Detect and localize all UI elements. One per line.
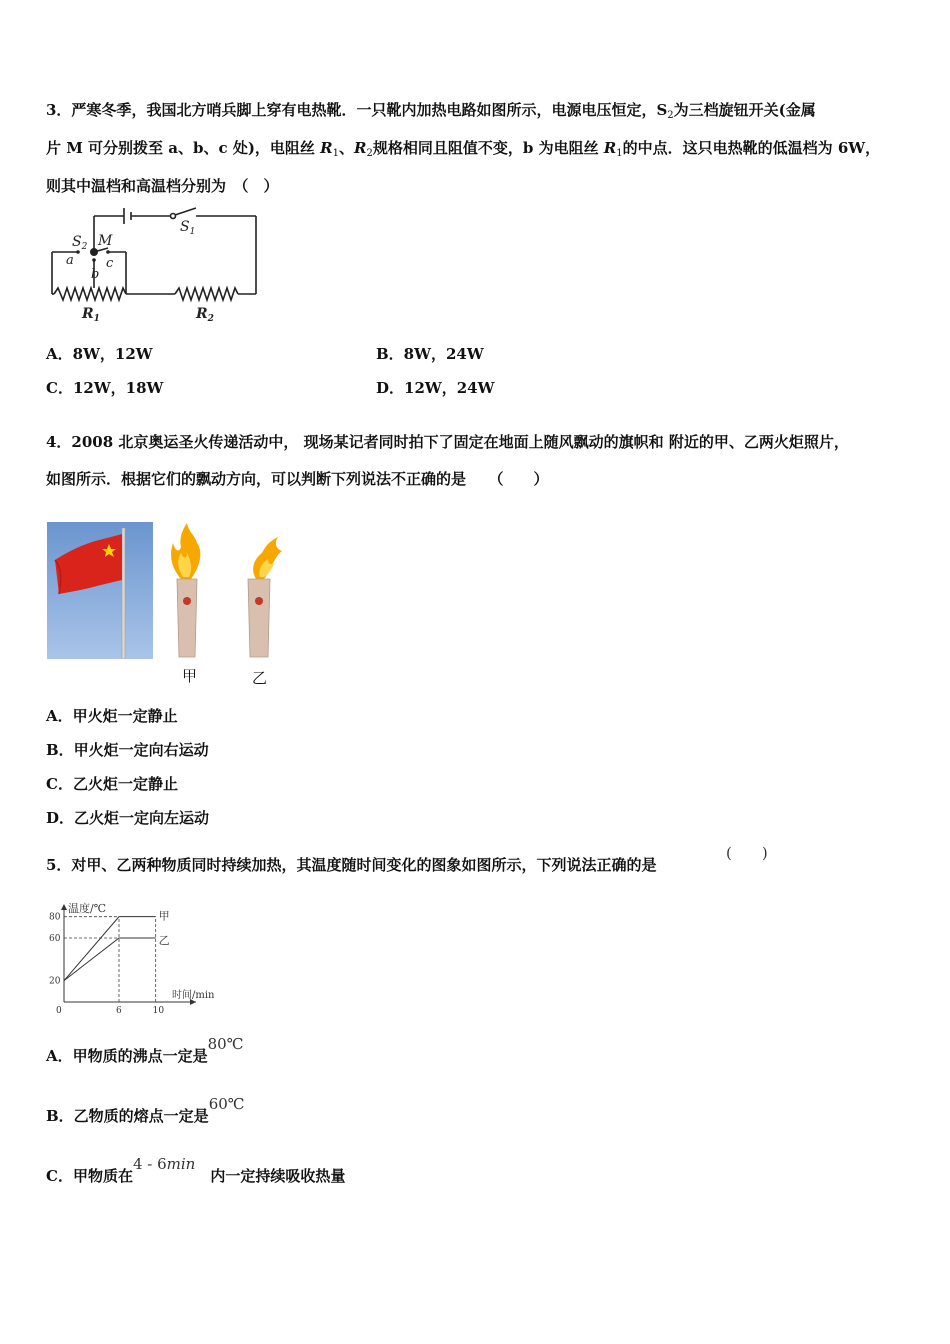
- series-line-yi: [64, 938, 156, 981]
- series-label-yi: 乙: [158, 934, 170, 947]
- torch-jia-image: [165, 521, 207, 659]
- q4-option-b[interactable]: B．甲火炬一定向右运动: [46, 741, 209, 759]
- switch-s1-blade: [175, 208, 196, 215]
- torch-yi-label: 乙: [252, 669, 268, 687]
- q5-option-a[interactable]: A．甲物质的沸点一定是80℃: [46, 1035, 244, 1065]
- q4-option-d[interactable]: D．乙火炬一定向左运动: [46, 809, 210, 827]
- q5-line-1: 5．对甲、乙两种物质同时持续加热，其温度随时间变化的图象如图所示，下列说法正确的是: [46, 856, 657, 874]
- q4-line-1: 4．2008 北京奥运圣火传递活动中， 现场某记者同时拍下了固定在地面上随风飘动的旗帜和 附近的甲、乙两火炬照片，: [46, 433, 849, 451]
- q4-option-c[interactable]: C．乙火炬一定静止: [46, 775, 178, 793]
- label-s2: $S_2$: [72, 234, 88, 252]
- q3-option-a[interactable]: A．8W，12W: [46, 345, 153, 363]
- q5-temperature-chart: [44, 898, 214, 1020]
- torch-emblem-jia: [183, 597, 191, 605]
- series-label-jia: 甲: [158, 909, 170, 923]
- contact-a-dot: [76, 250, 80, 254]
- q3-option-b[interactable]: B．8W，24W: [376, 345, 484, 363]
- q3-line-3: 则其中温档和高温档分别为 （ ）: [46, 177, 279, 195]
- y-axis-label: 温度/℃: [68, 902, 107, 915]
- torch-body-yi: [248, 579, 270, 657]
- q4-line-2: 如图所示．根据它们的飘动方向，可以判断下列说法不正确的是 （ ）: [46, 470, 549, 488]
- q3-line-1: 3．严寒冬季，我国北方哨兵脚上穿有电热靴．一只靴内加热电路如图所示，电源电压恒定，$S_2$为三档旋钮开关(金属: [46, 101, 816, 121]
- q3-line-2: 片 M 可分别拨至 a、b、c 处)，电阻丝 $R_1$、$R_2$规格相同且阻值不变，b 为电阻丝 $R_1$的中点．这只电热靴的低温档为 6W，: [46, 139, 881, 159]
- torch-yi-image: [240, 521, 284, 659]
- resistor-r1-zigzag: [54, 288, 126, 300]
- torch-body-jia: [177, 579, 197, 657]
- torch-jia-label: 甲: [182, 667, 198, 685]
- x-axis-label: 时间/min: [172, 990, 214, 1001]
- label-r2: $R_2$: [196, 306, 214, 324]
- switch-s2-pivot: [90, 248, 98, 256]
- contact-b-dot: [92, 258, 96, 262]
- label-a: a: [66, 253, 74, 268]
- label-b: b: [91, 267, 100, 282]
- flag-photo: [47, 522, 153, 659]
- label-c: c: [106, 256, 114, 271]
- q3-option-d[interactable]: D．12W，24W: [376, 379, 495, 397]
- q5-option-b[interactable]: B．乙物质的熔点一定是60℃: [46, 1095, 245, 1125]
- label-s1: $S_1$: [180, 219, 196, 237]
- contact-c-dot: [106, 250, 110, 254]
- label-r1: $R_1$: [82, 306, 100, 324]
- series-line-jia: [64, 917, 156, 981]
- y-axis-arrow: [61, 904, 67, 910]
- y-tick-label: 60: [49, 934, 61, 944]
- q3-option-c[interactable]: C．12W，18W: [46, 379, 164, 397]
- y-tick-label: 80: [49, 912, 61, 923]
- resistor-r2-zigzag: [175, 288, 238, 300]
- q5-answer-paren: ( ): [726, 844, 768, 862]
- x-tick-label: 0: [56, 1006, 62, 1016]
- switch-s1-pivot: [171, 214, 176, 219]
- torch-emblem-yi: [255, 597, 263, 605]
- x-tick-label: 10: [152, 1006, 165, 1016]
- q4-option-a[interactable]: A．甲火炬一定静止: [46, 707, 178, 725]
- x-tick-label: 6: [116, 1006, 122, 1016]
- label-m: M: [98, 233, 113, 249]
- y-tick-label: 20: [49, 976, 61, 987]
- q5-option-c[interactable]: C．甲物质在4 - 6min 内一定持续吸收热量: [46, 1155, 346, 1185]
- flagpole: [122, 528, 125, 659]
- q3-circuit-figure: [46, 204, 266, 324]
